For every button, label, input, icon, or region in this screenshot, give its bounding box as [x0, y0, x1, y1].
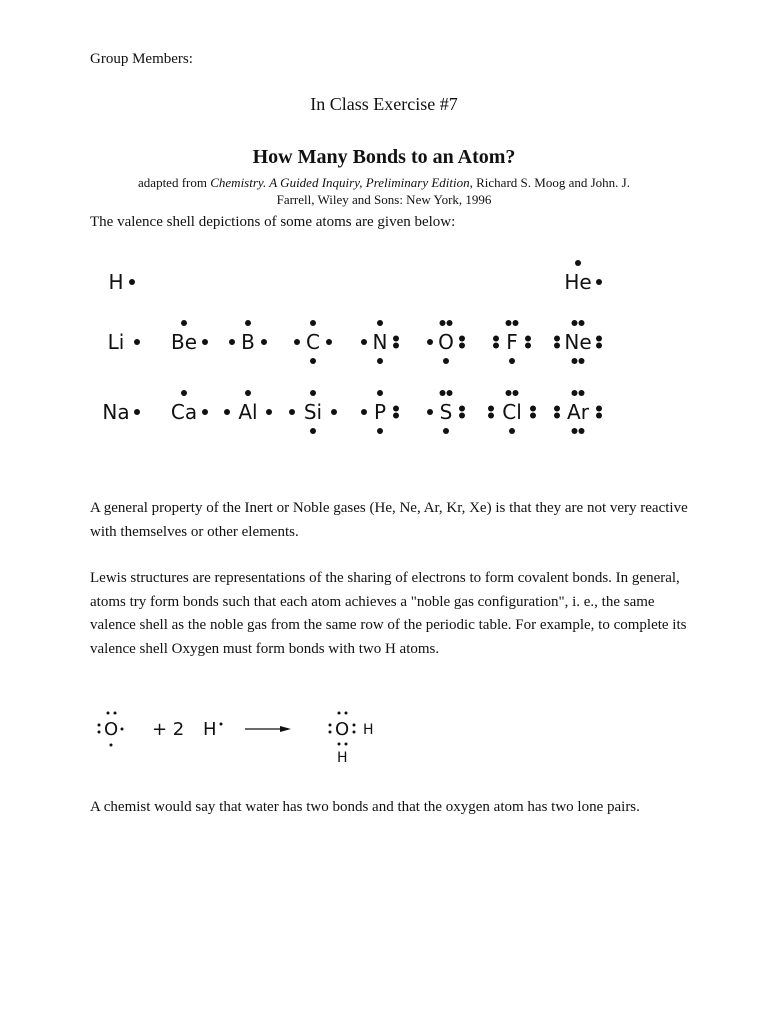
- electron-dot: [525, 336, 531, 342]
- electron-dot: [506, 320, 512, 326]
- attribution-authors: , Richard S. Moog and John. J.: [469, 175, 630, 190]
- electron-dot: [377, 358, 383, 364]
- electron-dot: [493, 336, 499, 342]
- atom-symbol: H: [108, 270, 124, 294]
- electron-dot: [488, 406, 494, 412]
- electron-dot: [338, 743, 341, 746]
- noble-gas-paragraph: A general property of the Inert or Noble gases (He, Ne, Ar, Kr, Xe) is that they are not very reactive with themselves or other elements.: [90, 500, 688, 540]
- electron-dot: [329, 731, 332, 734]
- electron-dot: [181, 320, 187, 326]
- electron-dot: [353, 724, 356, 727]
- atom-o: [427, 320, 465, 364]
- lewis-structure-paragraph: Lewis structures are representations of the sharing of electrons to form covalent bonds. In general, atoms try form bonds such that each atom achieves a "noble gas configuration", i. e., the same valence shell as the noble gas from the same row of the periodic table. For example, to complete its valence shell Oxygen must form bonds with two H atoms.: [90, 570, 687, 657]
- atom-b: [229, 320, 267, 354]
- electron-dot: [513, 320, 519, 326]
- reactant-oxygen: [98, 712, 124, 747]
- electron-dot: [443, 428, 449, 434]
- electron-dot: [393, 406, 399, 412]
- atom-symbol: S: [439, 400, 453, 424]
- electron-dot: [596, 279, 602, 285]
- atom-symbol: Si: [303, 400, 323, 424]
- reactant-hydrogen-symbol: H: [203, 719, 217, 740]
- exercise-title: In Class Exercise #7: [310, 94, 458, 114]
- attribution-prefix: adapted from: [138, 175, 211, 190]
- electron-dot: [525, 343, 531, 349]
- electron-dot: [506, 390, 512, 396]
- atom-na: [102, 400, 140, 424]
- electron-dot: [596, 336, 602, 342]
- electron-dot: [459, 406, 465, 412]
- electron-dot: [596, 343, 602, 349]
- attribution-book: Chemistry. A Guided Inquiry, Preliminary Edition: [210, 175, 470, 190]
- atom-he: [564, 260, 602, 294]
- product-oxygen-symbol: O: [335, 719, 350, 740]
- coefficient-plus-two: + 2: [152, 719, 185, 740]
- electron-dot: [459, 336, 465, 342]
- electron-dot: [393, 413, 399, 419]
- electron-dot: [294, 339, 300, 345]
- electron-dot: [345, 743, 348, 746]
- electron-dot: [310, 320, 316, 326]
- electron-dot: [575, 260, 581, 266]
- electron-dot: [202, 409, 208, 415]
- electron-dot: [579, 358, 585, 364]
- atom-symbol: O: [438, 330, 454, 354]
- electron-dot: [329, 724, 332, 727]
- electron-dot: [530, 406, 536, 412]
- electron-dot: [579, 390, 585, 396]
- electron-dot: [596, 413, 602, 419]
- electron-dot: [530, 413, 536, 419]
- electron-dot: [509, 428, 515, 434]
- electron-dot: [224, 409, 230, 415]
- atom-n: [361, 320, 399, 364]
- atom-symbol: Be: [170, 330, 198, 354]
- atom-symbol: Cl: [502, 400, 522, 424]
- water-formation-equation: [0, 700, 768, 770]
- arrow-head: [280, 726, 291, 732]
- atom-symbol: Na: [102, 400, 130, 424]
- electron-dot: [98, 724, 101, 727]
- atom-symbol: B: [241, 330, 255, 354]
- electron-dot: [326, 339, 332, 345]
- electron-dot: [245, 390, 251, 396]
- electron-dot: [440, 390, 446, 396]
- electron-dot: [393, 336, 399, 342]
- electron-dot: [245, 320, 251, 326]
- electron-dot: [361, 409, 367, 415]
- electron-dot: [459, 413, 465, 419]
- atom-symbol: F: [506, 330, 518, 354]
- atom-ca: [171, 390, 208, 424]
- atom-symbol: P: [373, 400, 387, 424]
- atom-al: [224, 390, 272, 424]
- intro-sentence: The valence shell depictions of some atoms are given below:: [90, 214, 456, 230]
- electron-dot: [331, 409, 337, 415]
- atom-symbol: C: [306, 330, 320, 354]
- electron-dot: [361, 339, 367, 345]
- atom-p: [361, 390, 399, 434]
- atom-si: [289, 390, 337, 434]
- electron-dot: [427, 339, 433, 345]
- electron-dot: [488, 413, 494, 419]
- electron-dot: [554, 336, 560, 342]
- electron-dot: [220, 723, 223, 726]
- attribution: [84, 174, 684, 208]
- group-members-label: Group Members:: [90, 51, 193, 67]
- atom-s: [427, 390, 465, 434]
- electron-dot: [345, 712, 348, 715]
- electron-dot: [134, 409, 140, 415]
- electron-dot: [310, 390, 316, 396]
- electron-dot: [440, 320, 446, 326]
- product-hydrogen-below: H: [337, 750, 348, 766]
- reactant-oxygen-symbol: O: [104, 719, 119, 740]
- electron-dot: [134, 339, 140, 345]
- electron-dot: [596, 406, 602, 412]
- electron-dot: [509, 358, 515, 364]
- reactant-hydrogen: [203, 719, 223, 740]
- electron-dot: [129, 279, 135, 285]
- atom-be: [171, 320, 208, 354]
- atom-li: [108, 330, 140, 354]
- electron-dot: [493, 343, 499, 349]
- atom-h: [108, 270, 135, 294]
- electron-dot: [338, 712, 341, 715]
- electron-dot: [554, 406, 560, 412]
- atom-symbol: Ca: [170, 400, 198, 424]
- electron-dot: [572, 358, 578, 364]
- electron-dot: [579, 428, 585, 434]
- electron-dot: [229, 339, 235, 345]
- atom-symbol: Li: [107, 330, 125, 354]
- electron-dot: [181, 390, 187, 396]
- electron-dot: [121, 728, 124, 731]
- electron-dot: [554, 413, 560, 419]
- electron-dot: [572, 320, 578, 326]
- electron-dot: [377, 320, 383, 326]
- electron-dot: [353, 731, 356, 734]
- electron-dot: [572, 390, 578, 396]
- electron-dot: [427, 409, 433, 415]
- atom-cl: [488, 390, 536, 434]
- electron-dot: [393, 343, 399, 349]
- electron-dot: [572, 428, 578, 434]
- atom-f: [493, 320, 531, 364]
- atom-c: [294, 320, 332, 364]
- water-bonds-paragraph: A chemist would say that water has two bonds and that the oxygen atom has two lone pairs.: [90, 799, 640, 815]
- electron-dot: [266, 409, 272, 415]
- atom-ne: [554, 320, 602, 364]
- electron-dot: [110, 744, 113, 747]
- water-molecule: [329, 712, 374, 767]
- atom-ar: [554, 390, 602, 434]
- page-title: How Many Bonds to an Atom?: [252, 146, 516, 168]
- electron-dot: [289, 409, 295, 415]
- electron-dot: [579, 320, 585, 326]
- electron-dot: [98, 731, 101, 734]
- electron-dot: [377, 390, 383, 396]
- electron-dot: [554, 343, 560, 349]
- electron-dot: [459, 343, 465, 349]
- electron-dot: [107, 712, 110, 715]
- atom-symbol: He: [564, 270, 592, 294]
- electron-dot: [310, 358, 316, 364]
- electron-dot: [447, 320, 453, 326]
- attribution-publisher: Farrell, Wiley and Sons: New York, 1996: [276, 192, 492, 207]
- atom-symbol: N: [372, 330, 388, 354]
- electron-dot: [202, 339, 208, 345]
- electron-dot: [443, 358, 449, 364]
- electron-dot: [114, 712, 117, 715]
- reaction-arrow: [245, 726, 291, 732]
- electron-dot: [377, 428, 383, 434]
- atom-symbol: Al: [238, 400, 258, 424]
- electron-dot: [447, 390, 453, 396]
- electron-dot: [261, 339, 267, 345]
- atom-symbol: Ar: [567, 400, 589, 424]
- electron-dot: [310, 428, 316, 434]
- valence-shell-diagram: [0, 255, 768, 445]
- electron-dot: [513, 390, 519, 396]
- product-hydrogen-right: H: [363, 722, 374, 738]
- atom-symbol: Ne: [564, 330, 592, 354]
